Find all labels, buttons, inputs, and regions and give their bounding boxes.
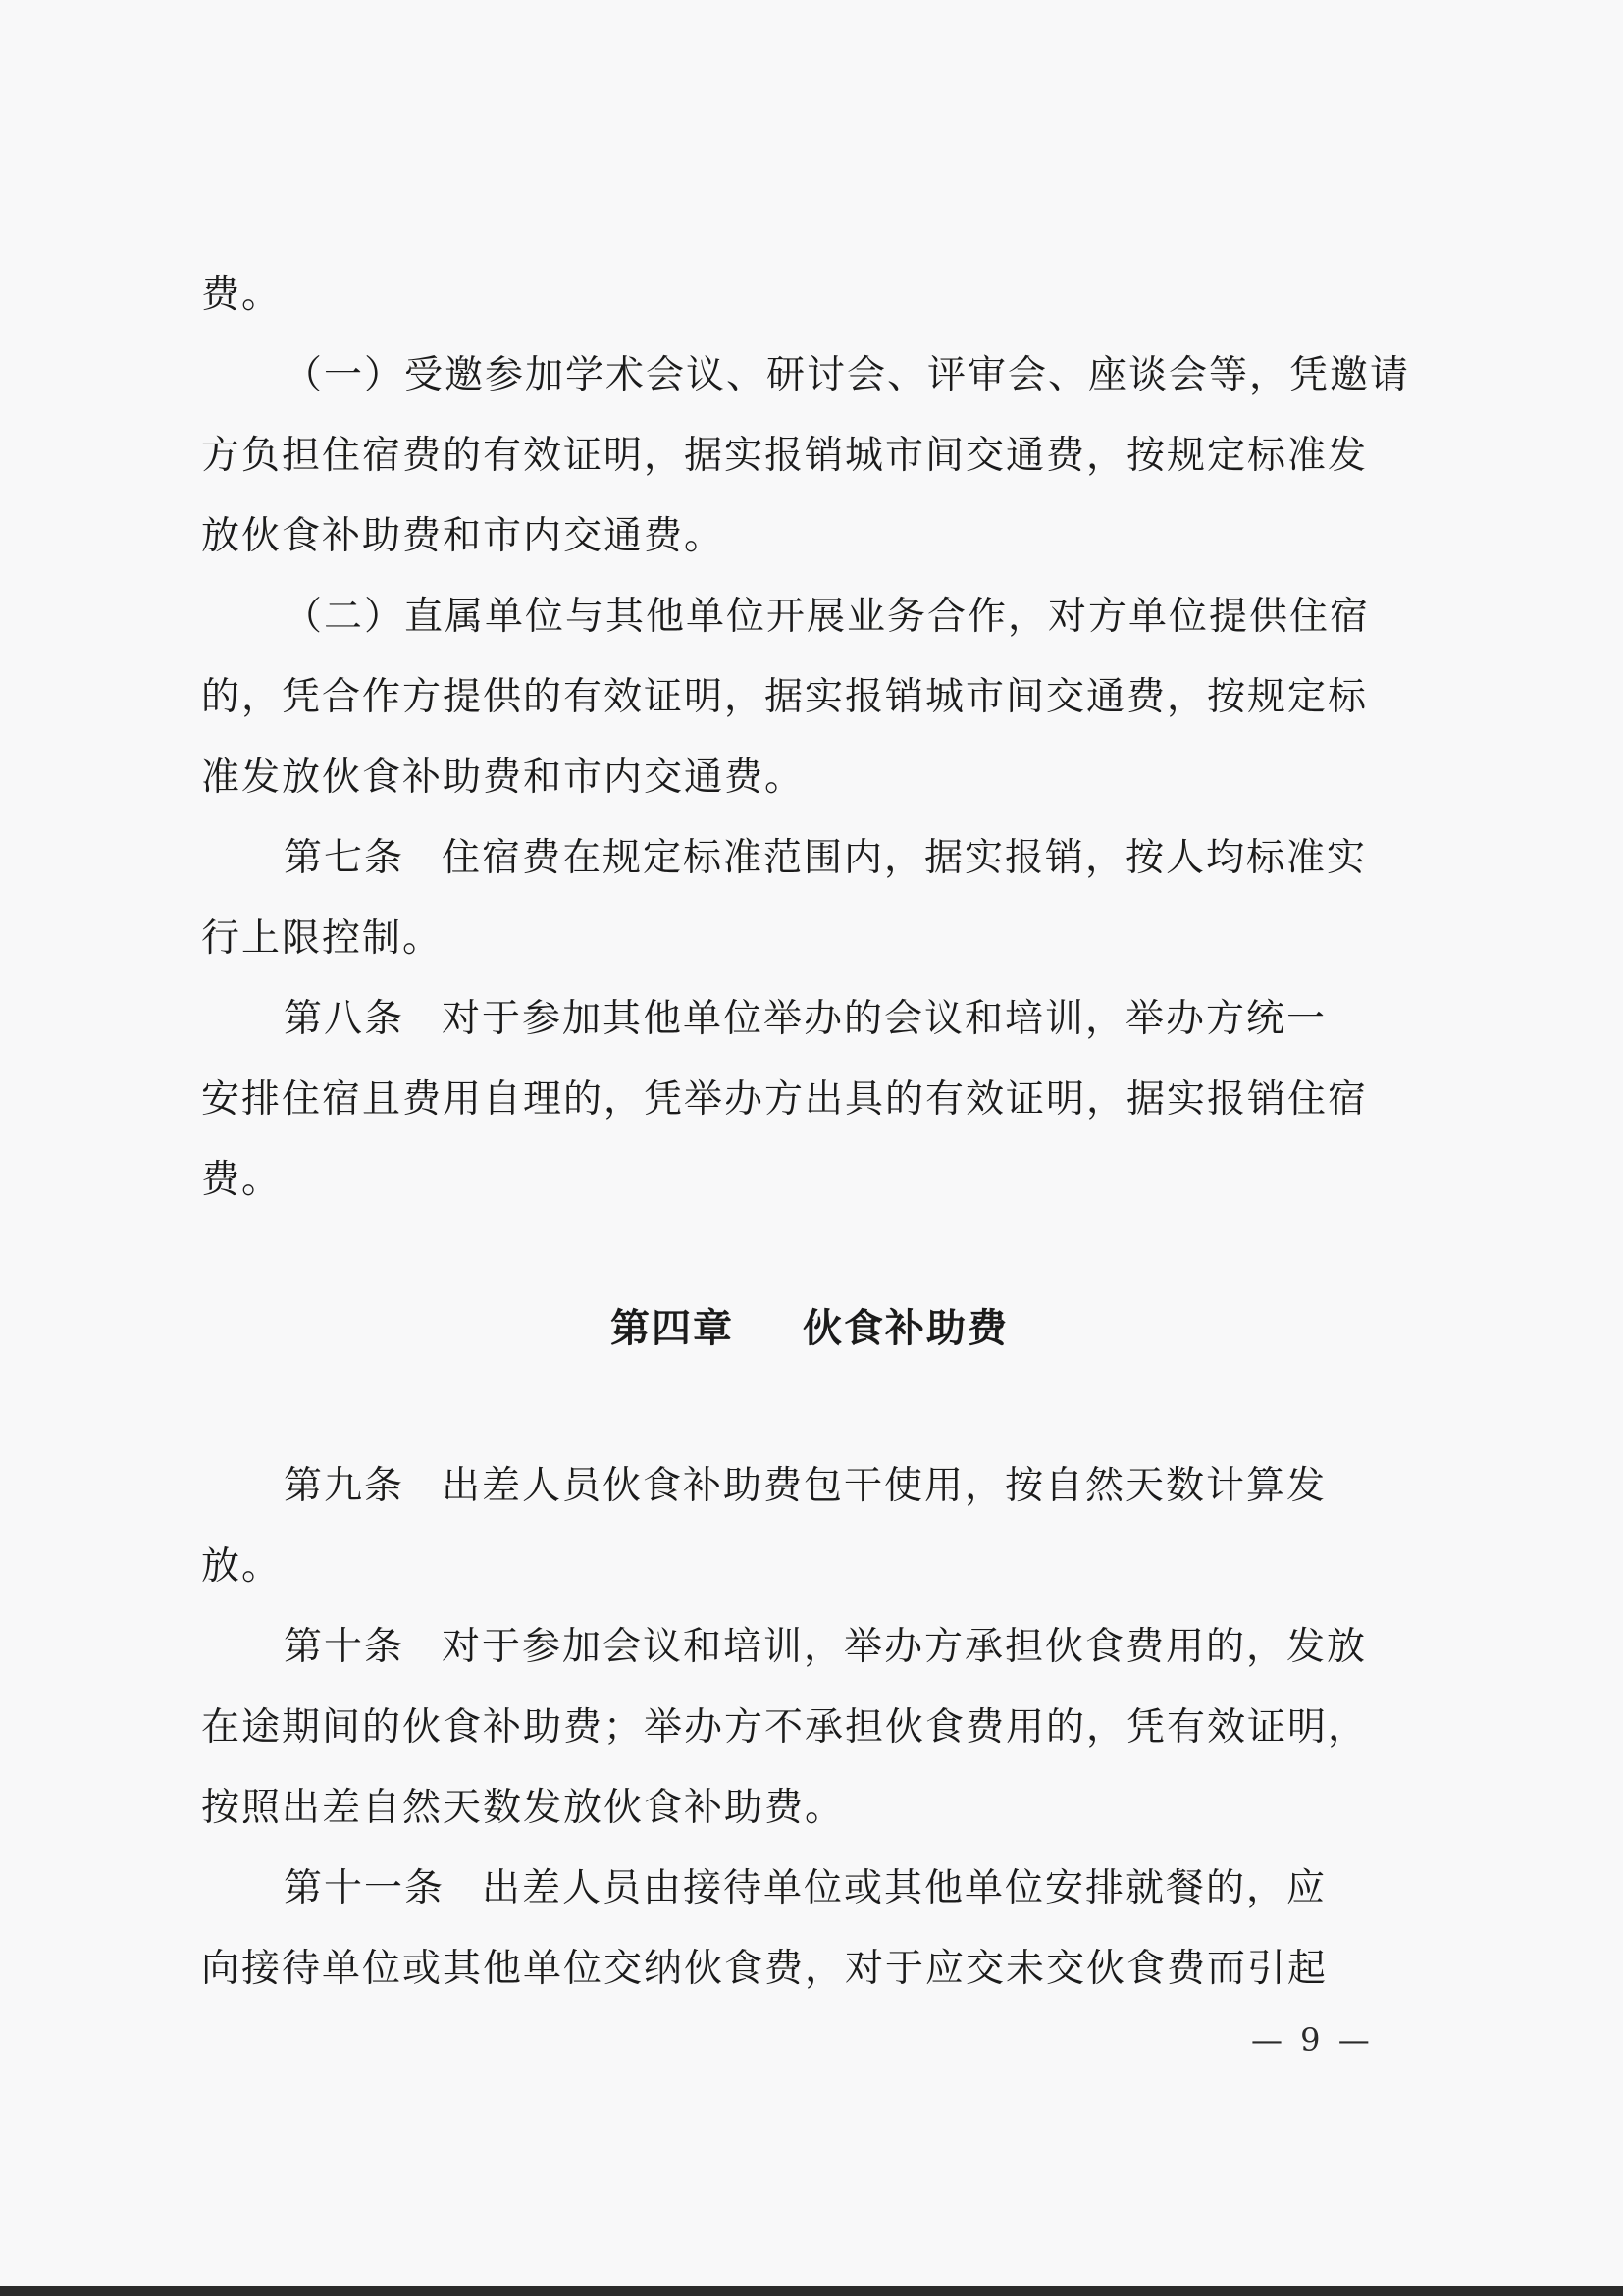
article-8-line [201, 979, 1418, 1060]
text-line: 在途期间的伙食补助费；举办方不承担伙食费用的，凭有效证明， [201, 1705, 1369, 1749]
chapter-heading [201, 1297, 1418, 1353]
article-number: 第九条 [284, 1464, 405, 1508]
scan-edge [0, 2286, 1623, 2296]
article-11-line [201, 1849, 1418, 1929]
chapter-number: 第四章 [610, 1306, 734, 1351]
text-line: 放伙食补助费和市内交通费。 [201, 514, 725, 558]
text-line: 方负担住宿费的有效证明，据实报销城市间交通费，按规定标准发 [201, 434, 1369, 478]
body-text-top [201, 255, 1418, 1221]
text-line: 费。 [201, 273, 283, 317]
body-text-bottom [201, 1446, 1418, 2009]
article-text: 出差人员伙食补助费包干使用，按自然天数计算发 [442, 1464, 1328, 1508]
article-number: 第十条 [284, 1625, 405, 1669]
article-text: 出差人员由接待单位或其他单位安排就餐的，应 [482, 1866, 1328, 1910]
text-line: 按照出差自然天数发放伙食补助费。 [201, 1786, 846, 1830]
text-line: 向接待单位或其他单位交纳伙食费，对于应交未交伙食费而引起 [201, 1947, 1329, 1991]
page-number: — 9 — [1251, 2021, 1374, 2059]
article-text: 住宿费在规定标准范围内，据实报销，按人均标准实 [442, 836, 1368, 880]
text-line: 准发放伙食补助费和市内交通费。 [201, 756, 806, 800]
article-text: 对于参加会议和培训，举办方承担伙食费用的，发放 [442, 1625, 1368, 1669]
text-line: （二）直属单位与其他单位开展业务合作，对方单位提供住宿 [284, 595, 1371, 639]
text-line: 放。 [201, 1544, 283, 1589]
article-7-line [201, 818, 1418, 899]
article-number: 第十一条 [284, 1866, 445, 1910]
article-number: 第八条 [284, 997, 405, 1041]
article-number: 第七条 [284, 836, 405, 880]
article-10-line [201, 1607, 1418, 1688]
text-line: 费。 [201, 1158, 283, 1202]
chapter-title: 伙食补助费 [803, 1306, 1009, 1351]
text-line: 行上限控制。 [201, 916, 444, 961]
text-line: 的，凭合作方提供的有效证明，据实报销城市间交通费，按规定标 [201, 675, 1369, 719]
article-9-line [201, 1446, 1418, 1527]
text-line: 安排住宿且费用自理的，凭举办方出具的有效证明，据实报销住宿 [201, 1077, 1369, 1122]
text-line: （一）受邀参加学术会议、研讨会、评审会、座谈会等，凭邀请 [284, 353, 1411, 397]
article-text: 对于参加其他单位举办的会议和培训，举办方统一 [442, 997, 1328, 1041]
